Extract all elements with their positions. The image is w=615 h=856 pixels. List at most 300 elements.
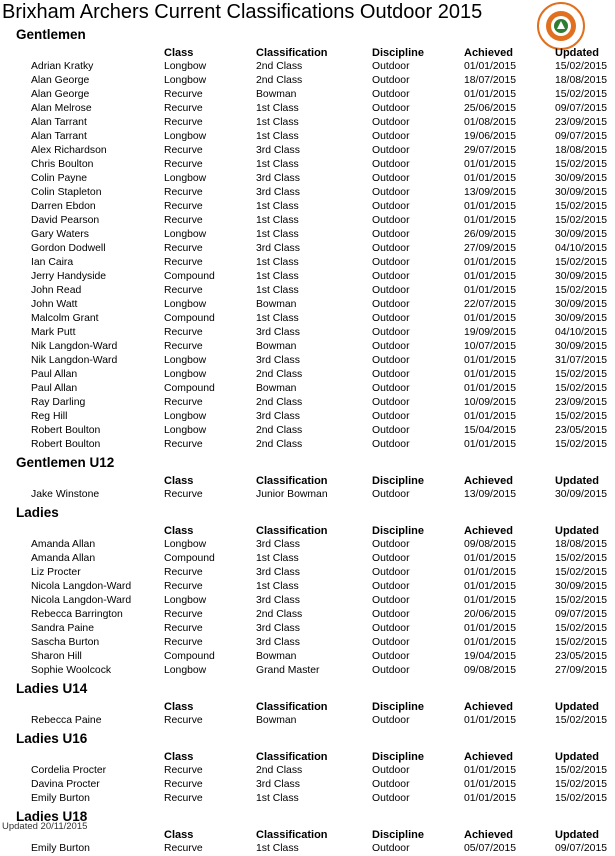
updated-cell: 18/08/2015 — [555, 75, 608, 86]
discipline-cell: Outdoor — [372, 327, 410, 338]
table-row — [0, 580, 615, 594]
table-row — [0, 312, 615, 326]
archer-name: Emily Burton — [31, 793, 90, 804]
table-row — [0, 778, 615, 792]
achieved-cell: 01/01/2015 — [464, 715, 517, 726]
classification-cell: Bowman — [256, 715, 297, 726]
column-header-class: Class — [164, 829, 194, 841]
updated-cell: 30/09/2015 — [555, 313, 608, 324]
achieved-cell: 01/01/2015 — [464, 637, 517, 648]
classification-cell: 2nd Class — [256, 765, 303, 776]
table-row — [0, 130, 615, 144]
class-cell: Recurve — [164, 715, 203, 726]
updated-cell: 23/09/2015 — [555, 117, 608, 128]
classification-cell: Grand Master — [256, 665, 320, 676]
table-row — [0, 842, 615, 856]
achieved-cell: 15/04/2015 — [464, 425, 517, 436]
column-header-class: Class — [164, 525, 194, 537]
achieved-cell: 22/07/2015 — [464, 299, 517, 310]
achieved-cell: 01/01/2015 — [464, 285, 517, 296]
achieved-cell: 01/01/2015 — [464, 257, 517, 268]
archer-name: Sandra Paine — [31, 623, 94, 634]
updated-footer: Updated 20/11/2015 — [2, 821, 88, 832]
table-row — [0, 538, 615, 552]
discipline-cell: Outdoor — [372, 779, 410, 790]
column-header-updated: Updated — [555, 47, 599, 59]
discipline-cell: Outdoor — [372, 397, 410, 408]
archer-name: Robert Boulton — [31, 439, 101, 450]
discipline-cell: Outdoor — [372, 89, 410, 100]
achieved-cell: 13/09/2015 — [464, 489, 517, 500]
classification-cell: 1st Class — [256, 215, 299, 226]
table-row — [0, 88, 615, 102]
updated-cell: 15/02/2015 — [555, 637, 608, 648]
section — [0, 730, 615, 806]
column-header-discipline: Discipline — [372, 525, 424, 537]
classification-cell: 3rd Class — [256, 327, 300, 338]
class-cell: Recurve — [164, 609, 203, 620]
classification-cell: 3rd Class — [256, 187, 300, 198]
updated-cell: 15/02/2015 — [555, 369, 608, 380]
section — [0, 808, 615, 856]
updated-cell: 27/09/2015 — [555, 665, 608, 676]
achieved-cell: 25/06/2015 — [464, 103, 517, 114]
classification-cell: 3rd Class — [256, 623, 300, 634]
updated-cell: 30/09/2015 — [555, 299, 608, 310]
column-header-classification: Classification — [256, 829, 328, 841]
achieved-cell: 09/08/2015 — [464, 665, 517, 676]
updated-cell: 15/02/2015 — [555, 215, 608, 226]
discipline-cell: Outdoor — [372, 553, 410, 564]
updated-cell: 23/09/2015 — [555, 397, 608, 408]
table-row — [0, 116, 615, 130]
updated-cell: 30/09/2015 — [555, 187, 608, 198]
column-header-achieved: Achieved — [464, 701, 513, 713]
archer-name: Colin Stapleton — [31, 187, 102, 198]
archer-name: Davina Procter — [31, 779, 100, 790]
column-header-updated: Updated — [555, 829, 599, 841]
archer-name: Alan George — [31, 89, 90, 100]
achieved-cell: 01/01/2015 — [464, 595, 517, 606]
achieved-cell: 01/01/2015 — [464, 623, 517, 634]
class-cell: Compound — [164, 651, 215, 662]
achieved-cell: 05/07/2015 — [464, 843, 517, 854]
column-header-discipline: Discipline — [372, 751, 424, 763]
discipline-cell: Outdoor — [372, 489, 410, 500]
table-row — [0, 74, 615, 88]
class-cell: Longbow — [164, 665, 207, 676]
table-row — [0, 488, 615, 502]
section-title: Ladies U14 — [16, 681, 88, 696]
discipline-cell: Outdoor — [372, 425, 410, 436]
archer-name: Gordon Dodwell — [31, 243, 106, 254]
section-title: Ladies — [16, 505, 59, 520]
section-title: Gentlemen — [16, 27, 86, 42]
column-header-updated: Updated — [555, 751, 599, 763]
classification-cell: 3rd Class — [256, 539, 300, 550]
class-cell: Recurve — [164, 187, 203, 198]
discipline-cell: Outdoor — [372, 595, 410, 606]
table-row — [0, 622, 615, 636]
class-cell: Longbow — [164, 299, 207, 310]
table-row — [0, 298, 615, 312]
achieved-cell: 01/01/2015 — [464, 439, 517, 450]
achieved-cell: 01/01/2015 — [464, 313, 517, 324]
section-title: Ladies U16 — [16, 731, 88, 746]
discipline-cell: Outdoor — [372, 103, 410, 114]
column-header-achieved: Achieved — [464, 475, 513, 487]
discipline-cell: Outdoor — [372, 229, 410, 240]
class-cell: Longbow — [164, 595, 207, 606]
class-cell: Recurve — [164, 439, 203, 450]
updated-cell: 15/02/2015 — [555, 439, 608, 450]
archer-name: Paul Allan — [31, 369, 78, 380]
class-cell: Longbow — [164, 425, 207, 436]
achieved-cell: 01/01/2015 — [464, 355, 517, 366]
table-row — [0, 764, 615, 778]
updated-cell: 30/09/2015 — [555, 341, 608, 352]
class-cell: Compound — [164, 313, 215, 324]
classification-cell: 1st Class — [256, 159, 299, 170]
class-cell: Longbow — [164, 229, 207, 240]
discipline-cell: Outdoor — [372, 145, 410, 156]
archer-name: Colin Payne — [31, 173, 88, 184]
class-cell: Compound — [164, 271, 215, 282]
classification-cell: 1st Class — [256, 313, 299, 324]
discipline-cell: Outdoor — [372, 271, 410, 282]
section-title: Ladies U18 — [16, 809, 88, 824]
table-row — [0, 438, 615, 452]
table-header — [0, 46, 615, 60]
updated-cell: 30/09/2015 — [555, 173, 608, 184]
table-row — [0, 650, 615, 664]
table-row — [0, 368, 615, 382]
achieved-cell: 01/01/2015 — [464, 89, 517, 100]
classification-cell: 1st Class — [256, 257, 299, 268]
classification-cell: Bowman — [256, 651, 297, 662]
class-cell: Recurve — [164, 843, 203, 854]
discipline-cell: Outdoor — [372, 243, 410, 254]
table-row — [0, 714, 615, 728]
class-cell: Recurve — [164, 567, 203, 578]
discipline-cell: Outdoor — [372, 665, 410, 676]
achieved-cell: 19/09/2015 — [464, 327, 517, 338]
classification-cell: 1st Class — [256, 131, 299, 142]
archer-name: Jerry Handyside — [31, 271, 107, 282]
archer-name: Alex Richardson — [31, 145, 107, 156]
archer-name: Sophie Woolcock — [31, 665, 112, 676]
archer-name: Ian Caira — [31, 257, 74, 268]
archer-name: Mark Putt — [31, 327, 76, 338]
archer-name: John Read — [31, 285, 82, 296]
classification-cell: 1st Class — [256, 117, 299, 128]
archer-name: Darren Ebdon — [31, 201, 96, 212]
class-cell: Compound — [164, 383, 215, 394]
classification-cell: 1st Class — [256, 553, 299, 564]
updated-cell: 18/08/2015 — [555, 539, 608, 550]
classification-cell: 3rd Class — [256, 567, 300, 578]
archer-name: Emily Burton — [31, 843, 90, 854]
table-row — [0, 158, 615, 172]
table-row — [0, 396, 615, 410]
column-header-class: Class — [164, 751, 194, 763]
class-cell: Compound — [164, 553, 215, 564]
archer-name: Rebecca Barrington — [31, 609, 123, 620]
classification-cell: 2nd Class — [256, 75, 303, 86]
class-cell: Longbow — [164, 369, 207, 380]
column-header-classification: Classification — [256, 47, 328, 59]
archer-name: Sharon Hill — [31, 651, 82, 662]
discipline-cell: Outdoor — [372, 369, 410, 380]
class-cell: Recurve — [164, 201, 203, 212]
classification-cell: 1st Class — [256, 229, 299, 240]
achieved-cell: 01/08/2015 — [464, 117, 517, 128]
class-cell: Longbow — [164, 173, 207, 184]
class-cell: Longbow — [164, 355, 207, 366]
updated-cell: 09/07/2015 — [555, 843, 608, 854]
archer-name: Chris Boulton — [31, 159, 94, 170]
updated-cell: 15/02/2015 — [555, 793, 608, 804]
archer-name: Liz Procter — [31, 567, 81, 578]
archer-name: Amanda Allan — [31, 553, 96, 564]
updated-cell: 09/07/2015 — [555, 103, 608, 114]
column-header-discipline: Discipline — [372, 475, 424, 487]
column-header-updated: Updated — [555, 701, 599, 713]
class-cell: Longbow — [164, 539, 207, 550]
table-row — [0, 382, 615, 396]
section — [0, 680, 615, 728]
classification-cell: 3rd Class — [256, 173, 300, 184]
discipline-cell: Outdoor — [372, 539, 410, 550]
table-row — [0, 60, 615, 74]
table-row — [0, 214, 615, 228]
achieved-cell: 01/01/2015 — [464, 61, 517, 72]
discipline-cell: Outdoor — [372, 355, 410, 366]
table-row — [0, 792, 615, 806]
achieved-cell: 19/04/2015 — [464, 651, 517, 662]
archer-name: Cordelia Procter — [31, 765, 107, 776]
classification-cell: 3rd Class — [256, 145, 300, 156]
discipline-cell: Outdoor — [372, 581, 410, 592]
archer-name: Alan Tarrant — [31, 131, 87, 142]
updated-cell: 15/02/2015 — [555, 61, 608, 72]
achieved-cell: 20/06/2015 — [464, 609, 517, 620]
archer-name: Nik Langdon-Ward — [31, 355, 118, 366]
updated-cell: 15/02/2015 — [555, 89, 608, 100]
discipline-cell: Outdoor — [372, 173, 410, 184]
discipline-cell: Outdoor — [372, 651, 410, 662]
table-row — [0, 664, 615, 678]
column-header-class: Class — [164, 475, 194, 487]
class-cell: Recurve — [164, 637, 203, 648]
discipline-cell: Outdoor — [372, 383, 410, 394]
achieved-cell: 01/01/2015 — [464, 779, 517, 790]
archer-name: Amanda Allan — [31, 539, 96, 550]
table-row — [0, 144, 615, 158]
updated-cell: 15/02/2015 — [555, 553, 608, 564]
classification-cell: Bowman — [256, 299, 297, 310]
updated-cell: 23/05/2015 — [555, 651, 608, 662]
column-header-classification: Classification — [256, 475, 328, 487]
discipline-cell: Outdoor — [372, 609, 410, 620]
archer-name: David Pearson — [31, 215, 100, 226]
updated-cell: 04/10/2015 — [555, 243, 608, 254]
discipline-cell: Outdoor — [372, 439, 410, 450]
updated-cell: 30/09/2015 — [555, 229, 608, 240]
updated-cell: 04/10/2015 — [555, 327, 608, 338]
classification-list — [0, 24, 615, 856]
achieved-cell: 01/01/2015 — [464, 369, 517, 380]
class-cell: Recurve — [164, 779, 203, 790]
classification-cell: 3rd Class — [256, 355, 300, 366]
class-cell: Recurve — [164, 327, 203, 338]
archer-name: John Watt — [31, 299, 78, 310]
achieved-cell: 19/06/2015 — [464, 131, 517, 142]
page-title: Brixham Archers Current Classifications Outdoor 2015 — [2, 1, 483, 23]
discipline-cell: Outdoor — [372, 623, 410, 634]
achieved-cell: 18/07/2015 — [464, 75, 517, 86]
updated-cell: 15/02/2015 — [555, 779, 608, 790]
table-row — [0, 636, 615, 650]
class-cell: Longbow — [164, 61, 207, 72]
discipline-cell: Outdoor — [372, 257, 410, 268]
table-header — [0, 750, 615, 764]
classification-cell: 2nd Class — [256, 61, 303, 72]
updated-cell: 15/02/2015 — [555, 623, 608, 634]
classification-cell: 3rd Class — [256, 243, 300, 254]
archer-name: Jake Winstone — [31, 489, 100, 500]
discipline-cell: Outdoor — [372, 75, 410, 86]
section — [0, 504, 615, 678]
column-header-achieved: Achieved — [464, 751, 513, 763]
column-header-class: Class — [164, 47, 194, 59]
updated-cell: 09/07/2015 — [555, 131, 608, 142]
achieved-cell: 01/01/2015 — [464, 215, 517, 226]
classification-cell: 1st Class — [256, 103, 299, 114]
updated-cell: 15/02/2015 — [555, 201, 608, 212]
table-row — [0, 566, 615, 580]
updated-cell: 30/09/2015 — [555, 271, 608, 282]
table-row — [0, 102, 615, 116]
archer-name: Ray Darling — [31, 397, 86, 408]
class-cell: Recurve — [164, 341, 203, 352]
achieved-cell: 01/01/2015 — [464, 271, 517, 282]
achieved-cell: 10/09/2015 — [464, 397, 517, 408]
table-row — [0, 608, 615, 622]
table-row — [0, 270, 615, 284]
achieved-cell: 01/01/2015 — [464, 567, 517, 578]
column-header-updated: Updated — [555, 475, 599, 487]
table-row — [0, 354, 615, 368]
discipline-cell: Outdoor — [372, 637, 410, 648]
classification-cell: 1st Class — [256, 581, 299, 592]
column-header-classification: Classification — [256, 525, 328, 537]
achieved-cell: 10/07/2015 — [464, 341, 517, 352]
classification-cell: 1st Class — [256, 793, 299, 804]
class-cell: Recurve — [164, 243, 203, 254]
classification-cell: 2nd Class — [256, 609, 303, 620]
table-row — [0, 228, 615, 242]
table-header — [0, 474, 615, 488]
discipline-cell: Outdoor — [372, 299, 410, 310]
updated-cell: 15/02/2015 — [555, 285, 608, 296]
class-cell: Recurve — [164, 215, 203, 226]
table-row — [0, 410, 615, 424]
section — [0, 454, 615, 502]
column-header-discipline: Discipline — [372, 47, 424, 59]
column-header-classification: Classification — [256, 751, 328, 763]
achieved-cell: 01/01/2015 — [464, 173, 517, 184]
discipline-cell: Outdoor — [372, 793, 410, 804]
classification-cell: 2nd Class — [256, 369, 303, 380]
updated-cell: 15/02/2015 — [555, 383, 608, 394]
class-cell: Recurve — [164, 397, 203, 408]
classification-cell: Bowman — [256, 383, 297, 394]
updated-cell: 31/07/2015 — [555, 355, 608, 366]
column-header-class: Class — [164, 701, 194, 713]
discipline-cell: Outdoor — [372, 131, 410, 142]
discipline-cell: Outdoor — [372, 117, 410, 128]
achieved-cell: 09/08/2015 — [464, 539, 517, 550]
discipline-cell: Outdoor — [372, 567, 410, 578]
archer-name: Paul Allan — [31, 383, 78, 394]
achieved-cell: 29/07/2015 — [464, 145, 517, 156]
archer-name: Alan George — [31, 75, 90, 86]
updated-cell: 15/02/2015 — [555, 257, 608, 268]
updated-cell: 18/08/2015 — [555, 145, 608, 156]
archer-name: Robert Boulton — [31, 425, 101, 436]
section-title: Gentlemen U12 — [16, 455, 115, 470]
archer-name: Nik Langdon-Ward — [31, 341, 118, 352]
class-cell: Recurve — [164, 489, 203, 500]
updated-cell: 30/09/2015 — [555, 581, 608, 592]
classification-cell: 1st Class — [256, 271, 299, 282]
classification-cell: 3rd Class — [256, 779, 300, 790]
classification-cell: 2nd Class — [256, 397, 303, 408]
class-cell: Recurve — [164, 103, 203, 114]
column-header-discipline: Discipline — [372, 701, 424, 713]
table-row — [0, 594, 615, 608]
achieved-cell: 01/01/2015 — [464, 383, 517, 394]
archer-name: Reg Hill — [31, 411, 68, 422]
section — [0, 26, 615, 452]
classification-cell: 2nd Class — [256, 425, 303, 436]
class-cell: Longbow — [164, 75, 207, 86]
table-row — [0, 284, 615, 298]
column-header-achieved: Achieved — [464, 525, 513, 537]
table-row — [0, 242, 615, 256]
classification-cell: 1st Class — [256, 201, 299, 212]
updated-cell: 15/02/2015 — [555, 159, 608, 170]
discipline-cell: Outdoor — [372, 313, 410, 324]
table-row — [0, 340, 615, 354]
updated-cell: 23/05/2015 — [555, 425, 608, 436]
achieved-cell: 01/01/2015 — [464, 159, 517, 170]
achieved-cell: 01/01/2015 — [464, 411, 517, 422]
column-header-achieved: Achieved — [464, 829, 513, 841]
achieved-cell: 01/01/2015 — [464, 793, 517, 804]
archer-name: Gary Waters — [31, 229, 89, 240]
class-cell: Recurve — [164, 145, 203, 156]
updated-cell: 15/02/2015 — [555, 411, 608, 422]
class-cell: Recurve — [164, 581, 203, 592]
column-header-discipline: Discipline — [372, 829, 424, 841]
discipline-cell: Outdoor — [372, 159, 410, 170]
achieved-cell: 01/01/2015 — [464, 765, 517, 776]
table-header — [0, 828, 615, 842]
updated-cell: 15/02/2015 — [555, 715, 608, 726]
discipline-cell: Outdoor — [372, 341, 410, 352]
